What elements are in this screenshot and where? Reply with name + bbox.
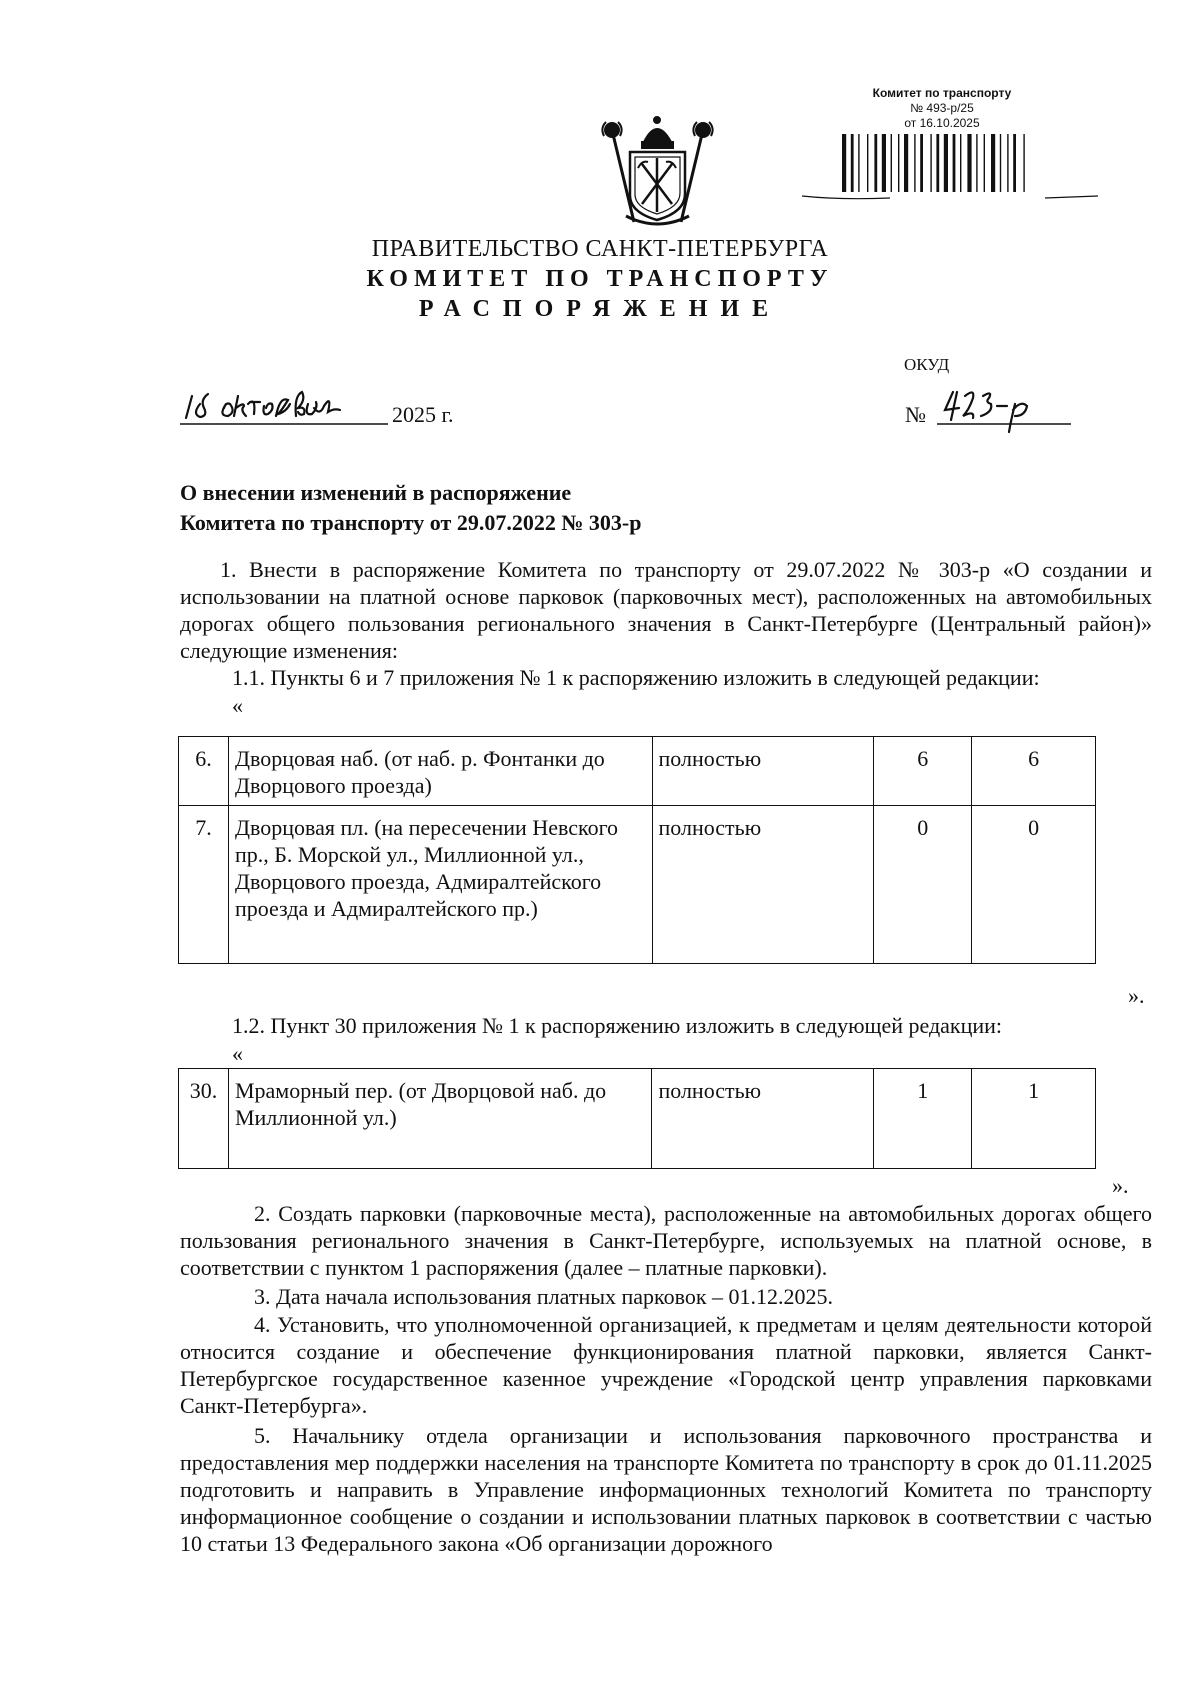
- paragraph-1: 1. Внести в распоряжение Комитета по транспорту от 29.07.2022 № 303-р «О создании и использовании на платной основе парковок (парковочных мест), расположенных на автомобильных дорогах общего пользования регионального значения в Санкт-Петербурге (Центральный район)» следующие изменения:: [180, 557, 1152, 663]
- barcode-bar: [991, 134, 995, 192]
- barcode-bar: [920, 134, 923, 192]
- barcode-bar: [874, 134, 877, 192]
- row-number: 7.: [179, 806, 229, 964]
- paragraph-4: 4. Установить, что уполномоченной организацией, к предметам и целям деятельности которой относится создание и обеспечение функционирования платной парковки, является Санкт-Петербургское государственное казенное учреждение «Городской центр управления парковками Санкт-Петербурга».: [180, 1312, 1152, 1418]
- barcode-bar: [882, 134, 886, 192]
- barcode-bar: [936, 134, 939, 192]
- stamp-reg-date: от 16.10.2025: [904, 116, 980, 130]
- table-items-6-7: [178, 736, 1096, 964]
- paragraph-3: 3. Дата начала использования платных парковок – 01.12.2025.: [254, 1284, 834, 1309]
- value-a: 6: [874, 737, 972, 806]
- value-b: 0: [972, 806, 1096, 964]
- date-year: 2025 г.: [392, 402, 454, 427]
- document-title: [180, 478, 642, 538]
- street-name: Дворцовая пл. (на пересечении Невского пр., Б. Морской ул., Миллионной ул., Дворцового проезда, Адмиралтейского проезда и Адмиралтейского пр.): [228, 806, 652, 964]
- paragraph-1-1: 1.1. Пункты 6 и 7 приложения № 1 к распоряжению изложить в следующей редакции:: [232, 665, 1040, 690]
- title-line-2: Комитета по транспорту от 29.07.2022 № 303-р: [180, 510, 642, 535]
- number-label: №: [905, 402, 926, 427]
- paragraph-1-2: 1.2. Пункт 30 приложения № 1 к распоряжению изложить в следующей редакции:: [232, 1013, 1003, 1038]
- table-row: [179, 1069, 1096, 1169]
- barcode-bar: [944, 134, 948, 192]
- quote-close-2: ».: [1112, 1173, 1129, 1198]
- paragraph-2: 2. Создать парковки (парковочные места), расположенные на автомобильных дорогах общего пользования регионального значения в Санкт-Петербурге, используемых на платной основе, в соответствии с пунктом 1 распоряжения (далее – платные парковки).: [180, 1201, 1152, 1280]
- barcode: [800, 134, 1100, 202]
- title-line-1: О внесении изменений в распоряжение: [180, 480, 572, 505]
- government-name: ПРАВИТЕЛЬСТВО САНКТ-ПЕТЕРБУРГА: [371, 236, 829, 262]
- quote-close-1: ».: [1128, 983, 1145, 1008]
- barcode-bar: [851, 134, 854, 192]
- paragraph-5: 5. Начальнику отдела организации и использования парковочного пространства и предоставления мер поддержки населения на транспорте Комитета по транспорту в срок до 01.11.2025 подготовить и направить в Управление информационных технологий Комитета по транспорту информационное сообщение о создании и использовании платных парковок в соответствии с частью 10 статьи 13 Федерального закона «Об организации дорожного: [180, 1423, 1152, 1556]
- registration-stamp: [842, 86, 1042, 131]
- barcode-bar: [984, 134, 985, 192]
- value-a: 0: [874, 806, 972, 964]
- handwritten-number: [935, 386, 1075, 436]
- street-name: Мраморный пер. (от Дворцовой наб. до Миллионной ул.): [228, 1069, 652, 1169]
- barcode-bar: [1013, 134, 1016, 192]
- barcode-bar: [904, 134, 908, 192]
- value-a: 1: [874, 1069, 972, 1169]
- table-item-30: [178, 1068, 1096, 1169]
- quote-open-1: «: [232, 693, 243, 718]
- row-number: 6.: [179, 737, 229, 806]
- barcode-bar: [953, 134, 956, 192]
- barcode-bar: [914, 134, 915, 192]
- barcode-bar: [1000, 134, 1001, 192]
- okud-label: ОКУД: [904, 355, 950, 374]
- stamp-org: Комитет по транспорту: [872, 86, 1012, 100]
- barcode-bar: [891, 134, 892, 192]
- barcode-bar: [1023, 134, 1024, 192]
- barcode-bar: [898, 134, 899, 192]
- barcode-bar: [960, 134, 961, 192]
- barcode-bar: [1007, 134, 1008, 192]
- quote-open-2: «: [232, 1041, 243, 1066]
- table-row: [179, 806, 1096, 964]
- barcode-bar: [976, 134, 977, 192]
- coat-of-arms-emblem: [600, 112, 715, 228]
- scope: полностью: [652, 737, 874, 806]
- value-b: 6: [972, 737, 1096, 806]
- barcode-bar: [930, 134, 931, 192]
- handwritten-date: [178, 386, 390, 432]
- barcode-bar: [858, 134, 859, 192]
- committee-name: КОМИТЕТ ПО ТРАНСПОРТУ: [366, 266, 834, 292]
- scope: полностью: [652, 806, 874, 964]
- stamp-reg-number: № 493-р/25: [910, 101, 974, 115]
- value-b: 1: [972, 1069, 1096, 1169]
- row-number: 30.: [179, 1069, 229, 1169]
- document-type: РАСПОРЯЖЕНИЕ: [418, 296, 782, 322]
- barcode-bar: [967, 134, 971, 192]
- barcode-bar: [842, 134, 846, 192]
- barcode-bar: [867, 134, 868, 192]
- street-name: Дворцовая наб. (от наб. р. Фонтанки до Дворцового проезда): [228, 737, 652, 806]
- scope: полностью: [652, 1069, 874, 1169]
- table-row: [179, 737, 1096, 806]
